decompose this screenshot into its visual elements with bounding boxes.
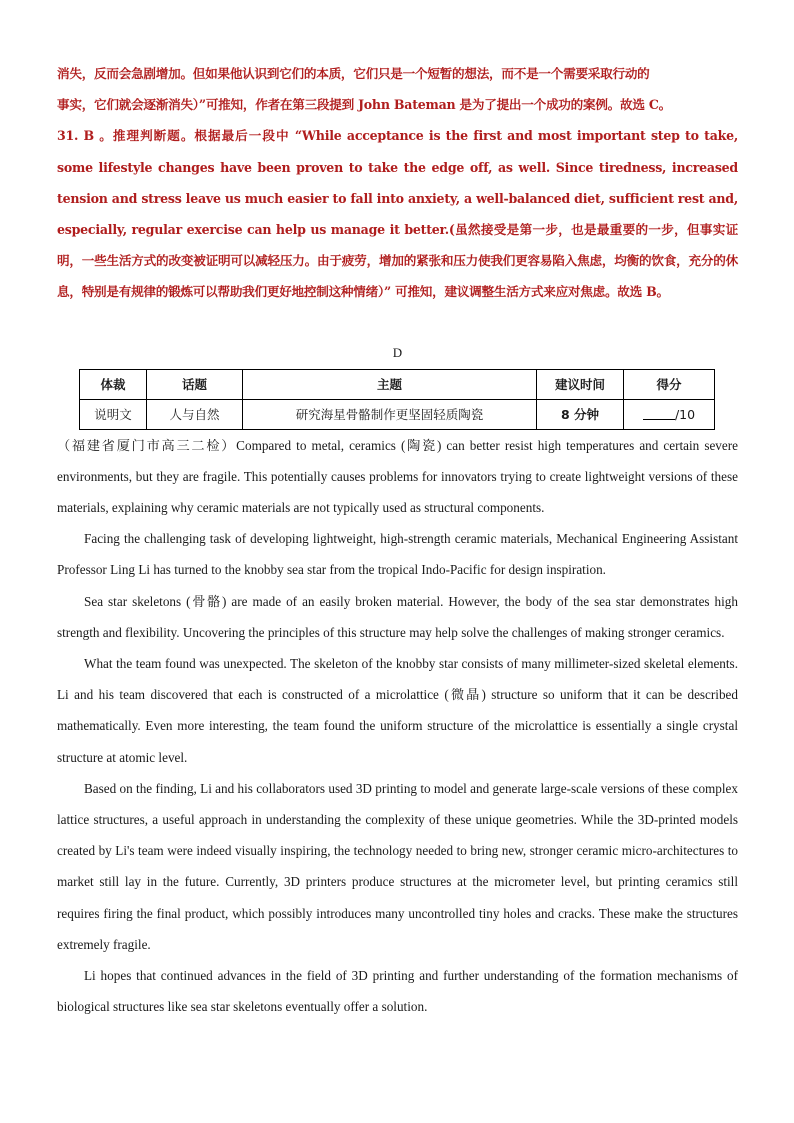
score-blank [643, 407, 675, 420]
cell-theme: 研究海星骨骼制作更坚固轻质陶瓷 [243, 399, 537, 429]
passage [57, 430, 738, 1023]
answer-q31: 31. B 。推理判断题。根据最后一段中 “While acceptance is the first and most important step to take, some lifestyle changes have been proven to take the edge off, as well. Since tiredness, increased tension and stress leave us much easier to fall into anxiety, a well-balanced diet, sufficient rest and, especially, regular exercise can help us manage it better.(虽然接受是第一步，也是最重要的一步，但事实证明，一些生活方式的改变被证明可以减轻压力。由于疲劳，增加的紧张和压力使我们更容易陷入焦虑，均衡的饮食，充分的休息，特别是有规律的锻炼可以帮助我们更好地控制这种情绪）” 可推知，建议调整生活方式来应对焦虑。故选 B。 [57, 128, 738, 300]
answer-line: 事实，它们就会逐渐消失）”可推知，作者在第三段提到 John Bateman 是为了提出一个成功的案例。故选 C。 [57, 97, 671, 113]
passage-paragraph: Facing the challenging task of developing lightweight, high-strength ceramic materials, Mechanical Engineering Assistant Professor Ling Li has turned to the knobby sea star from the tropical Indo-Pacific for design inspiration. [57, 531, 738, 578]
document-page [57, 58, 738, 1022]
cell-genre: 说明文 [80, 399, 147, 429]
info-table [79, 369, 715, 430]
score-total: /10 [674, 406, 696, 422]
passage-paragraph: What the team found was unexpected. The skeleton of the knobby star consists of many millimeter-sized skeletal elements. Li and his team discovered that each is constructed of a microlattice (微晶) structure so uniform that it can be described mathematically. Even more interesting, the team found the uniform structure of the microlattice is essentially a single crystal structure at atomic level. [57, 656, 738, 765]
passage-paragraph: Based on the finding, Li and his collaborators used 3D printing to model and generate large-scale versions of these complex lattice structures, a useful approach in understanding the complexity of these unique geometries. While the 3D-printed models created by Li's team were indeed visually inspiring, the technology needed to bring new, stronger ceramic micro-architectures to market still lay in the future. Currently, 3D printers produce structures at the micrometer level, but printing ceramics still requires firing the final product, which possibly introduces many uncontrolled tiny holes and cracks. These make the structures extremely fragile. [57, 780, 738, 952]
header-cell-theme: 主题 [243, 369, 537, 399]
table-header-row [80, 369, 715, 399]
passage-paragraph: Sea star skeletons (骨骼) are made of an easily broken material. However, the body of the sea star demonstrates high strength and flexibility. Uncovering the principles of this structure may help solve the challenges of making stronger ceramics. [57, 593, 738, 640]
header-cell-topic: 话题 [147, 369, 243, 399]
answer-line: 消失，反而会急剧增加。但如果他认识到它们的本质，它们只是一个短暂的想法，而不是一个需要采取行动的 [57, 66, 650, 81]
passage-paragraph: Li hopes that continued advances in the field of 3D printing and further understanding of the formation mechanisms of biological structures like sea star skeletons eventually offer a solution. [57, 968, 738, 1015]
header-cell-time: 建议时间 [537, 369, 624, 399]
cell-topic: 人与自然 [147, 399, 243, 429]
table-row [80, 399, 715, 429]
header-cell-score: 得分 [624, 369, 715, 399]
cell-time: 8 分钟 [537, 399, 624, 429]
answer-explanation [57, 58, 738, 308]
section-letter: D [392, 344, 403, 360]
header-cell-genre: 体裁 [80, 369, 147, 399]
passage-paragraph: （福建省厦门市高三二检）Compared to metal, ceramics (陶瓷) can better resist high temperatures and certain severe environments, but they are fragile. This potentially causes problems for innovators trying to create lightweight versions of these materials, explaining why ceramic materials are not typically used as structural components. [57, 437, 738, 516]
cell-score [624, 399, 715, 429]
